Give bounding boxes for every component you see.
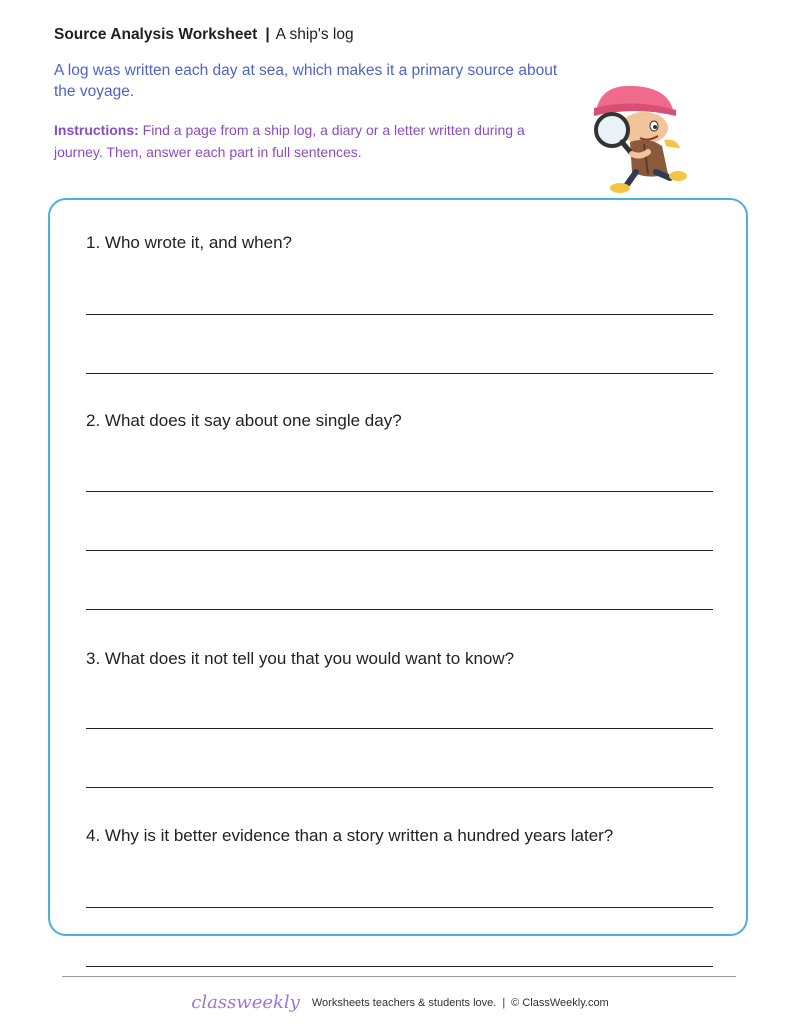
instructions-text: Find a page from a ship log, a diary or a letter written during a journey. Then, answer each part in full sentences. — [54, 122, 525, 160]
worksheet-title: Source Analysis Worksheet — [54, 26, 258, 43]
footer-separator: | — [502, 997, 506, 1009]
question-4: 4. Why is it better evidence than a story written a hundred years later? — [86, 826, 614, 845]
instructions-label: Instructions: — [54, 122, 139, 138]
answer-line[interactable] — [86, 373, 713, 374]
brand-logo: classweekly — [191, 992, 300, 1013]
answer-line[interactable] — [86, 966, 713, 967]
footer — [0, 992, 800, 1013]
answer-line[interactable] — [86, 491, 713, 492]
question-2: 2. What does it say about one single day? — [86, 411, 402, 430]
answer-line[interactable] — [86, 609, 713, 610]
answer-line[interactable] — [86, 314, 713, 315]
answer-line[interactable] — [86, 787, 713, 788]
worksheet-header — [54, 26, 354, 44]
footer-divider — [62, 976, 736, 977]
instructions — [54, 119, 574, 163]
question-3: 3. What does it not tell you that you would want to know? — [86, 649, 515, 668]
answer-line[interactable] — [86, 907, 713, 908]
footer-tagline: Worksheets teachers & students love. — [311, 997, 497, 1009]
question-1: 1. Who wrote it, and when? — [86, 233, 293, 252]
intro-text: A log was written each day at sea, which makes it a primary source about the voyage. — [54, 62, 558, 100]
detective-with-magnifying-glass-icon — [578, 78, 696, 196]
answer-line[interactable] — [86, 550, 713, 551]
header-separator: | — [265, 26, 270, 43]
worksheet-subtitle: A ship's log — [275, 26, 354, 43]
answer-line[interactable] — [86, 728, 713, 729]
footer-copyright: © ClassWeekly.com — [511, 997, 609, 1009]
